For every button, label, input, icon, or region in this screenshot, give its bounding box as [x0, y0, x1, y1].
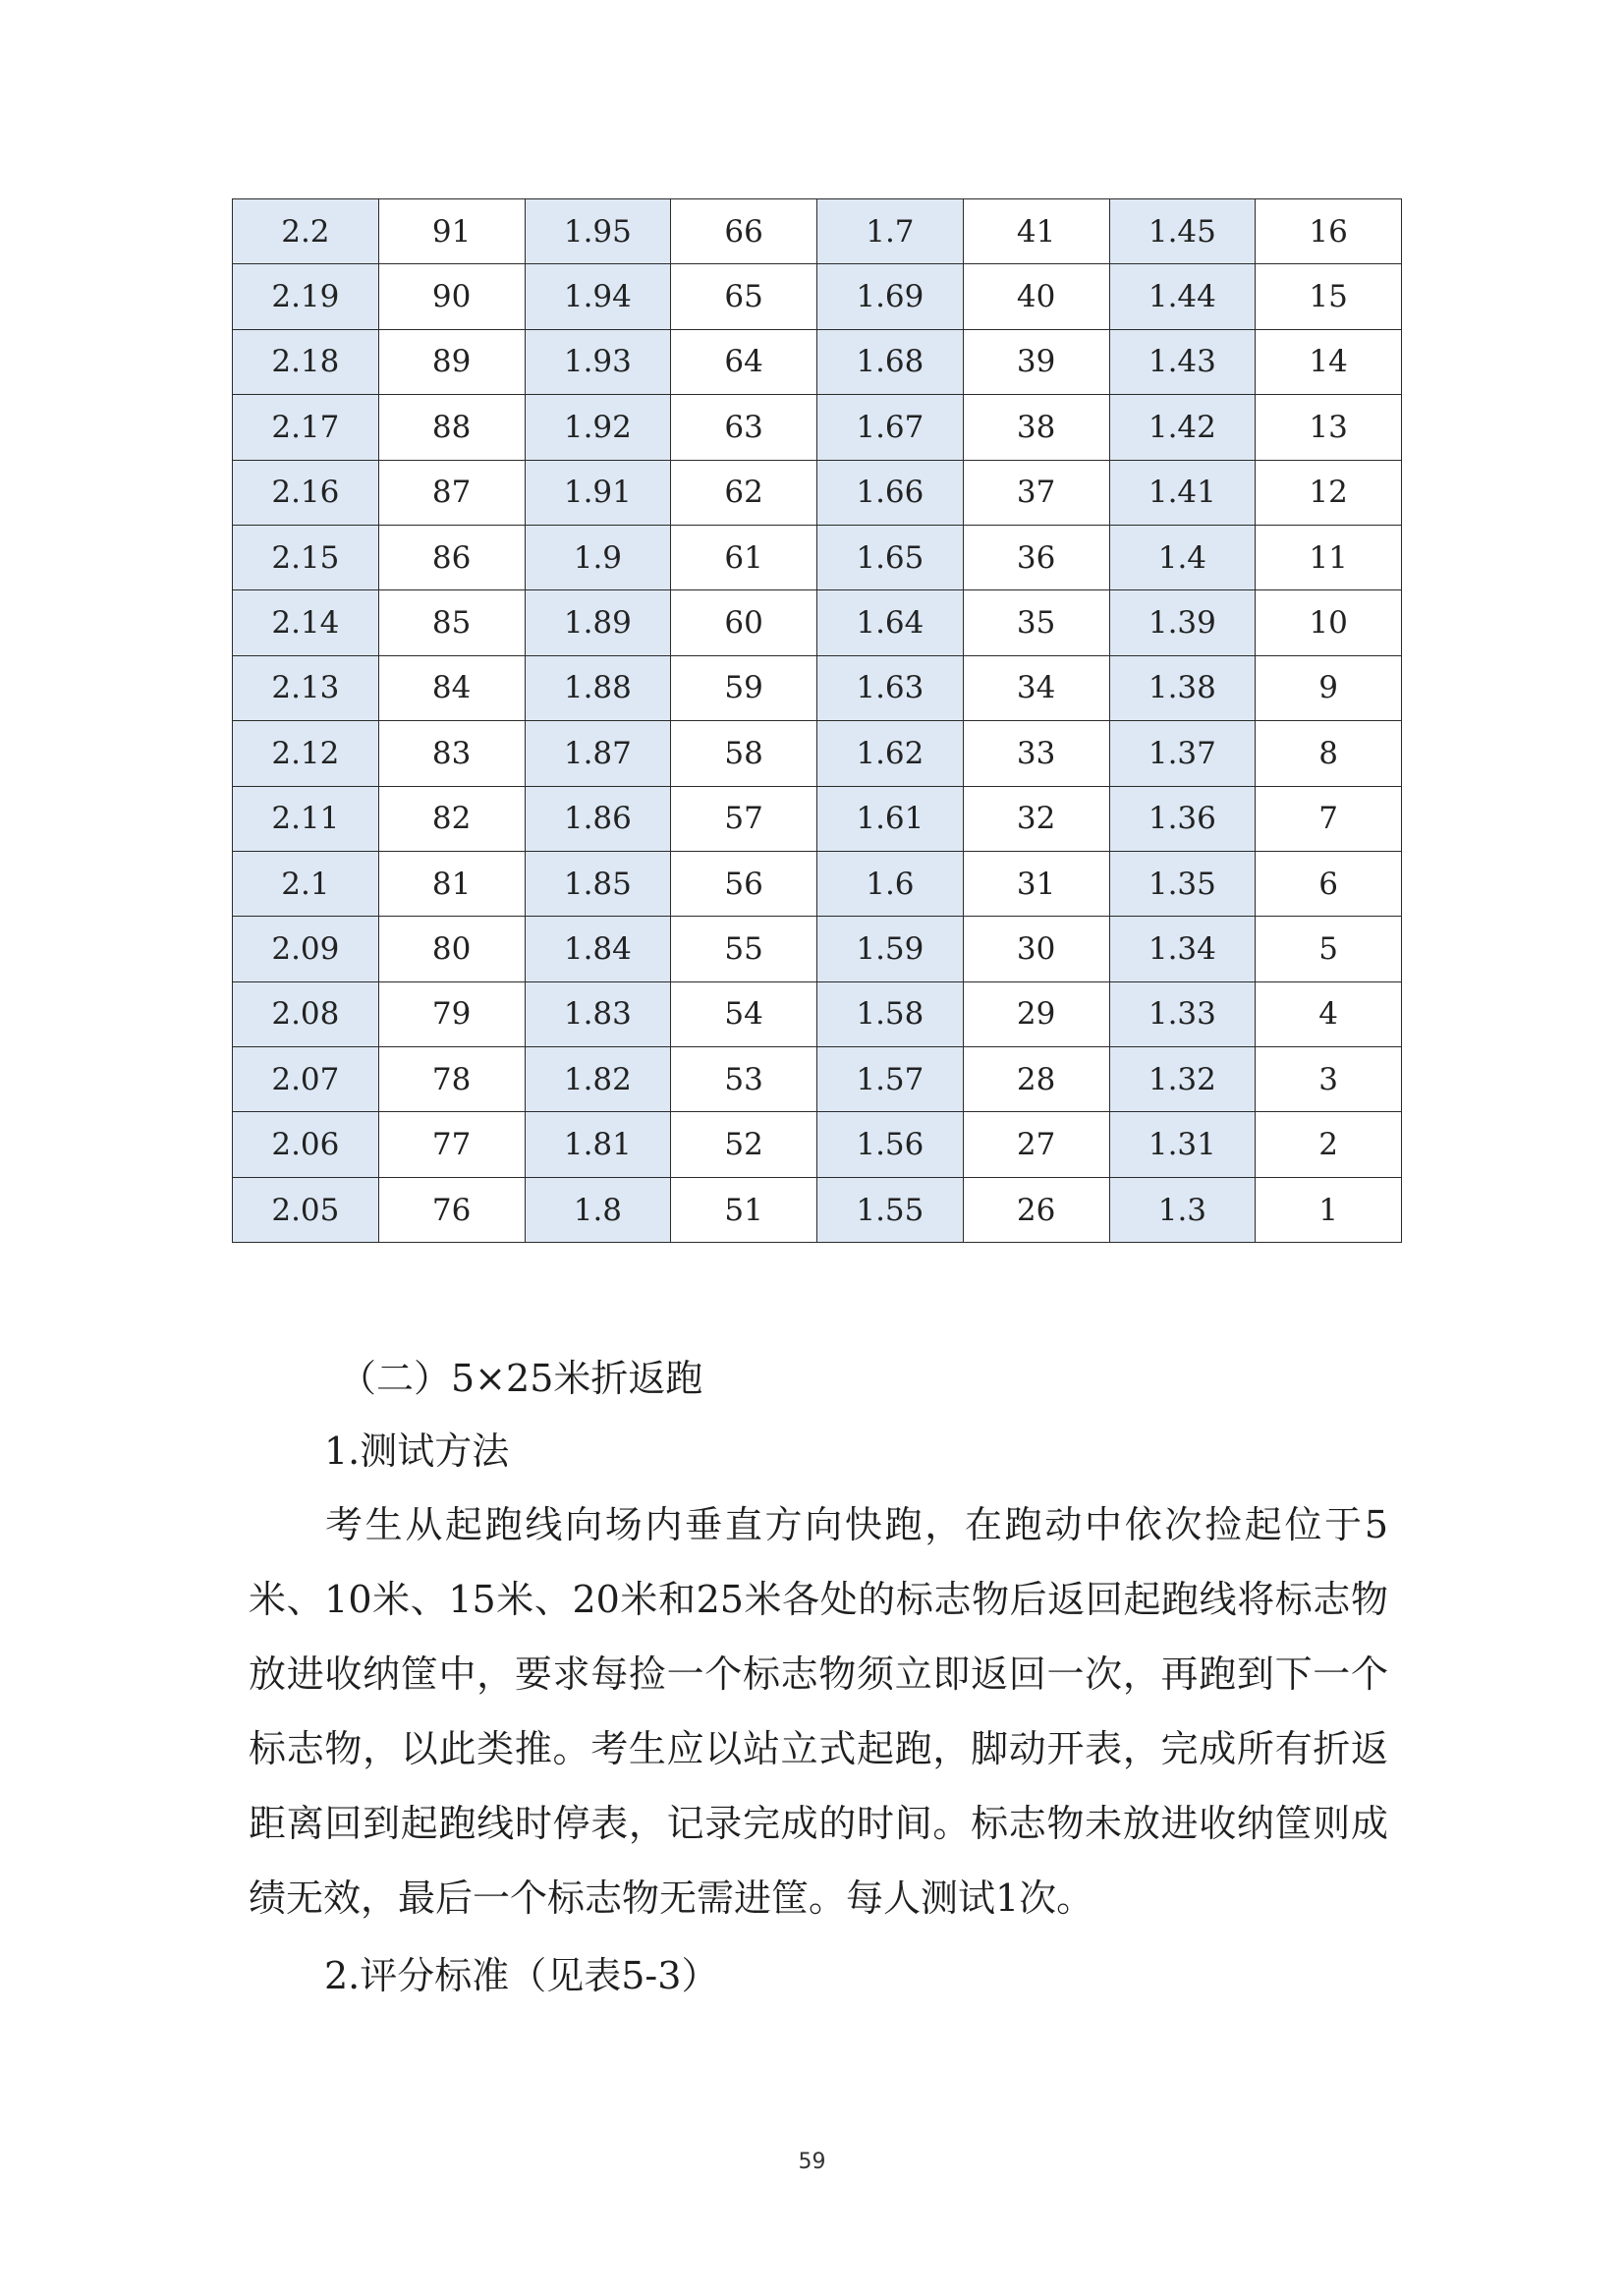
- method-paragraph: 考生从起跑线向场内垂直方向快跑，在跑动中依次捡起位于5米、10米、15米、20米和25米各处的标志物后返回起跑线将标志物放进收纳筐中，要求每捡一个标志物须立即返回一次，再跑到下一个标志物，以此类推。考生应以站立式起跑，脚动开表，完成所有折返距离回到起跑线时停表，记录完成的时间。标志物未放进收纳筐则成绩无效，最后一个标志物无需进筐。每人测试1次。: [249, 1503, 1388, 1920]
- table-row: [233, 1177, 1402, 1242]
- table-cell: 1.62: [817, 721, 964, 786]
- table-cell: 5: [1256, 917, 1402, 981]
- table-cell: 3: [1256, 1047, 1402, 1112]
- section-title: （二）5×25米折返跑: [339, 1357, 703, 1400]
- table-cell: 85: [378, 590, 525, 655]
- table-cell: 1.8: [525, 1177, 671, 1242]
- table-cell: 1.85: [525, 851, 671, 916]
- table-cell: 80: [378, 917, 525, 981]
- table-cell: 2.2: [233, 199, 379, 264]
- table-cell: 62: [671, 460, 817, 525]
- table-cell: 66: [671, 199, 817, 264]
- table-cell: 1: [1256, 1177, 1402, 1242]
- table-cell: 29: [963, 981, 1109, 1046]
- table-cell: 27: [963, 1112, 1109, 1177]
- table-cell: 40: [963, 264, 1109, 329]
- table-cell: 1.55: [817, 1177, 964, 1242]
- table-cell: 31: [963, 851, 1109, 916]
- table-cell: 79: [378, 981, 525, 1046]
- table-row: [233, 329, 1402, 394]
- table-cell: 11: [1256, 525, 1402, 589]
- score-table-body: [233, 199, 1402, 1243]
- table-cell: 1.34: [1109, 917, 1256, 981]
- table-row: [233, 590, 1402, 655]
- table-cell: 1.81: [525, 1112, 671, 1177]
- table-cell: 83: [378, 721, 525, 786]
- table-cell: 1.86: [525, 786, 671, 851]
- table-cell: 1.93: [525, 329, 671, 394]
- table-cell: 88: [378, 395, 525, 460]
- table-cell: 1.94: [525, 264, 671, 329]
- table-row: [233, 655, 1402, 720]
- table-cell: 7: [1256, 786, 1402, 851]
- table-cell: 39: [963, 329, 1109, 394]
- table-cell: 2.16: [233, 460, 379, 525]
- table-cell: 1.68: [817, 329, 964, 394]
- table-cell: 61: [671, 525, 817, 589]
- table-cell: 2.12: [233, 721, 379, 786]
- table-cell: 16: [1256, 199, 1402, 264]
- table-cell: 87: [378, 460, 525, 525]
- table-cell: 35: [963, 590, 1109, 655]
- table-cell: 82: [378, 786, 525, 851]
- table-cell: 77: [378, 1112, 525, 1177]
- table-cell: 84: [378, 655, 525, 720]
- table-cell: 15: [1256, 264, 1402, 329]
- table-cell: 26: [963, 1177, 1109, 1242]
- table-cell: 1.39: [1109, 590, 1256, 655]
- table-cell: 81: [378, 851, 525, 916]
- table-cell: 2: [1256, 1112, 1402, 1177]
- table-cell: 91: [378, 199, 525, 264]
- table-cell: 2.13: [233, 655, 379, 720]
- table-cell: 2.06: [233, 1112, 379, 1177]
- method-heading: 1.测试方法: [324, 1429, 510, 1473]
- table-cell: 51: [671, 1177, 817, 1242]
- table-cell: 1.43: [1109, 329, 1256, 394]
- table-cell: 33: [963, 721, 1109, 786]
- table-row: [233, 460, 1402, 525]
- table-row: [233, 525, 1402, 589]
- table-cell: 1.9: [525, 525, 671, 589]
- table-cell: 1.4: [1109, 525, 1256, 589]
- table-cell: 59: [671, 655, 817, 720]
- table-cell: 10: [1256, 590, 1402, 655]
- table-row: [233, 851, 1402, 916]
- table-cell: 9: [1256, 655, 1402, 720]
- table-cell: 1.6: [817, 851, 964, 916]
- table-cell: 1.64: [817, 590, 964, 655]
- table-cell: 2.18: [233, 329, 379, 394]
- table-cell: 1.89: [525, 590, 671, 655]
- table-row: [233, 786, 1402, 851]
- table-cell: 1.83: [525, 981, 671, 1046]
- table-cell: 1.87: [525, 721, 671, 786]
- table-cell: 1.56: [817, 1112, 964, 1177]
- table-cell: 1.35: [1109, 851, 1256, 916]
- table-cell: 1.82: [525, 1047, 671, 1112]
- table-cell: 1.92: [525, 395, 671, 460]
- table-cell: 1.66: [817, 460, 964, 525]
- table-cell: 1.32: [1109, 1047, 1256, 1112]
- table-cell: 1.88: [525, 655, 671, 720]
- table-cell: 1.44: [1109, 264, 1256, 329]
- table-cell: 2.15: [233, 525, 379, 589]
- table-cell: 2.09: [233, 917, 379, 981]
- table-cell: 65: [671, 264, 817, 329]
- table-cell: 38: [963, 395, 1109, 460]
- table-row: [233, 395, 1402, 460]
- table-cell: 8: [1256, 721, 1402, 786]
- table-cell: 52: [671, 1112, 817, 1177]
- table-cell: 1.58: [817, 981, 964, 1046]
- table-cell: 86: [378, 525, 525, 589]
- table-cell: 2.17: [233, 395, 379, 460]
- table-cell: 41: [963, 199, 1109, 264]
- table-cell: 37: [963, 460, 1109, 525]
- table-cell: 1.69: [817, 264, 964, 329]
- table-cell: 1.95: [525, 199, 671, 264]
- table-cell: 2.11: [233, 786, 379, 851]
- table-cell: 32: [963, 786, 1109, 851]
- table-cell: 1.45: [1109, 199, 1256, 264]
- table-cell: 1.42: [1109, 395, 1256, 460]
- table-cell: 89: [378, 329, 525, 394]
- table-cell: 53: [671, 1047, 817, 1112]
- table-cell: 14: [1256, 329, 1402, 394]
- table-cell: 90: [378, 264, 525, 329]
- table-cell: 2.14: [233, 590, 379, 655]
- table-row: [233, 264, 1402, 329]
- table-cell: 76: [378, 1177, 525, 1242]
- score-table: [232, 198, 1402, 1243]
- table-cell: 60: [671, 590, 817, 655]
- table-cell: 1.41: [1109, 460, 1256, 525]
- table-cell: 1.63: [817, 655, 964, 720]
- table-row: [233, 1047, 1402, 1112]
- table-cell: 78: [378, 1047, 525, 1112]
- table-cell: 1.61: [817, 786, 964, 851]
- table-row: [233, 1112, 1402, 1177]
- table-cell: 1.59: [817, 917, 964, 981]
- table-cell: 57: [671, 786, 817, 851]
- table-cell: 2.07: [233, 1047, 379, 1112]
- table-cell: 58: [671, 721, 817, 786]
- table-cell: 64: [671, 329, 817, 394]
- table-cell: 28: [963, 1047, 1109, 1112]
- table-cell: 6: [1256, 851, 1402, 916]
- table-cell: 63: [671, 395, 817, 460]
- table-cell: 55: [671, 917, 817, 981]
- table-cell: 1.3: [1109, 1177, 1256, 1242]
- table-row: [233, 721, 1402, 786]
- table-cell: 1.65: [817, 525, 964, 589]
- table-cell: 2.1: [233, 851, 379, 916]
- table-cell: 36: [963, 525, 1109, 589]
- table-cell: 1.67: [817, 395, 964, 460]
- table-cell: 2.08: [233, 981, 379, 1046]
- table-cell: 13: [1256, 395, 1402, 460]
- table-cell: 1.7: [817, 199, 964, 264]
- table-cell: 1.91: [525, 460, 671, 525]
- table-cell: 1.31: [1109, 1112, 1256, 1177]
- table-cell: 1.84: [525, 917, 671, 981]
- table-cell: 2.05: [233, 1177, 379, 1242]
- scoring-heading: 2.评分标准（见表5-3）: [324, 1954, 719, 1997]
- table-row: [233, 981, 1402, 1046]
- table-cell: 1.33: [1109, 981, 1256, 1046]
- table-cell: 34: [963, 655, 1109, 720]
- page-number: 59: [798, 2150, 826, 2174]
- table-cell: 4: [1256, 981, 1402, 1046]
- table-cell: 12: [1256, 460, 1402, 525]
- table-cell: 1.36: [1109, 786, 1256, 851]
- table-cell: 2.19: [233, 264, 379, 329]
- table-cell: 56: [671, 851, 817, 916]
- table-cell: 54: [671, 981, 817, 1046]
- table-row: [233, 917, 1402, 981]
- table-cell: 1.37: [1109, 721, 1256, 786]
- table-cell: 1.57: [817, 1047, 964, 1112]
- table-cell: 1.38: [1109, 655, 1256, 720]
- table-cell: 30: [963, 917, 1109, 981]
- table-row: [233, 199, 1402, 264]
